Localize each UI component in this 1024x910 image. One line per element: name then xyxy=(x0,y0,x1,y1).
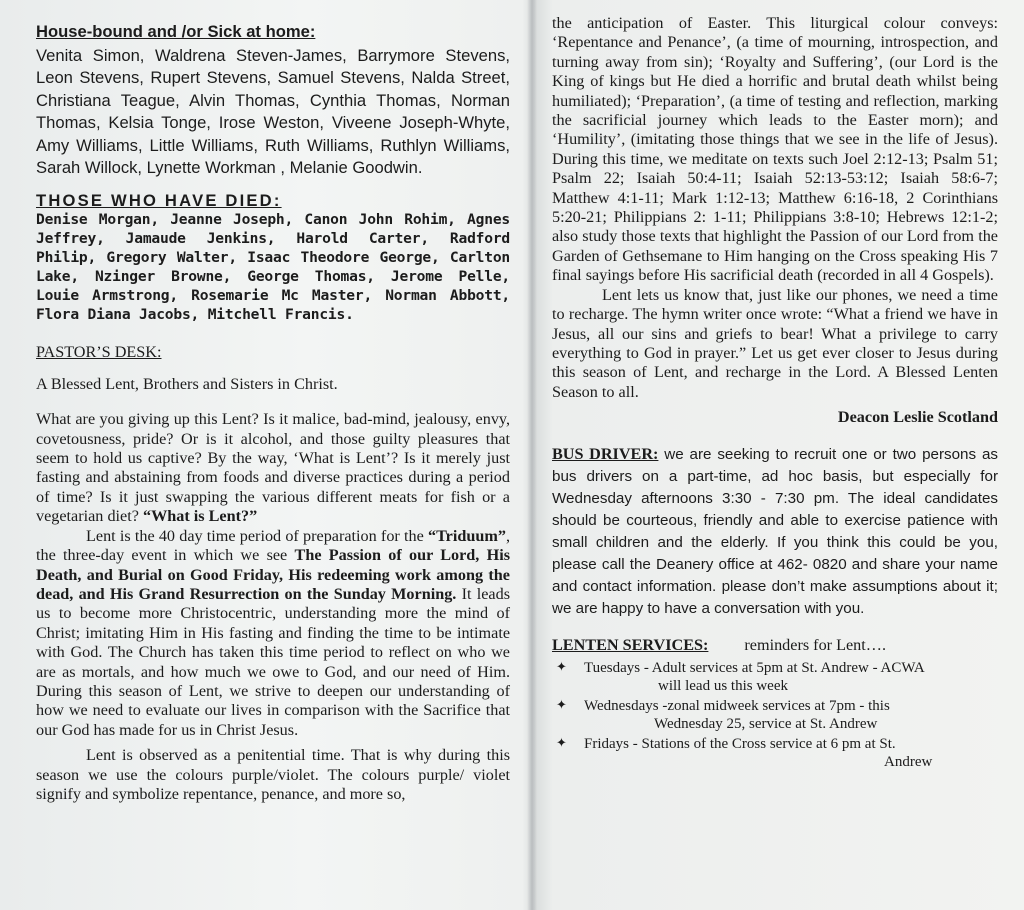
left-page xyxy=(36,22,510,804)
service-line2: will lead us this week xyxy=(658,677,788,694)
star-bullet-icon: ✦ xyxy=(556,735,567,751)
greeting: A Blessed Lent, Brothers and Sisters in Christ. xyxy=(36,374,338,393)
lenten-sub: reminders for Lent…. xyxy=(744,635,886,654)
bus-text: we are seeking to recruit one or two persons as bus drivers on a part-time, ad hoc basis, but especially for Wednesday afternoons 3:30 - 7:30 pm. The ideal candidates should be courteous, friendly and able to exercise patience with small children and the elderly. If you think this could be you, please call the Deanery office at 462- 0820 and share your name and contact information. please don’t make assumptions about it; we are happy to have a conversation with you. xyxy=(552,445,998,617)
star-bullet-icon: ✦ xyxy=(556,659,567,675)
bus-driver-notice xyxy=(552,444,998,620)
p1-bold: “What is Lent?” xyxy=(142,507,258,526)
services-list xyxy=(552,659,998,771)
page-fold xyxy=(527,0,537,910)
service-line1: Fridays - Stations of the Cross service at 6 pm at St. xyxy=(584,735,896,752)
p2-b: , the three-day event in which we see xyxy=(36,526,510,565)
right-page xyxy=(552,14,998,773)
signature: Deacon Leslie Scotland xyxy=(837,408,998,427)
bus-heading: BUS DRIVER: xyxy=(552,444,659,463)
p2-c: It leads us to become more Christocentric, understanding more the mind of Christ; imitating Him in His fasting and finding the time to be intimate with God. The Church has taken this time period to reflect on who we are as mortals, and how much we owe to God, and our need of Him. During this season of Lent, we strive to deepen our understanding of how we need to evaluate our lives in comparison with the Sacrifice that our God has made for us in Christ Jesus. xyxy=(36,584,511,739)
p2-a: Lent is the 40 day time period of preparation for the xyxy=(86,526,424,545)
p2-triduum: “Triduum” xyxy=(427,526,506,545)
died-heading: THOSE WHO HAVE DIED: xyxy=(36,191,282,211)
lenten-heading: LENTEN SERVICES: xyxy=(552,635,709,654)
paragraph-what-is-lent xyxy=(36,410,510,526)
paragraph-triduum xyxy=(36,527,510,740)
service-line1: Wednesdays -zonal midweek services at 7pm - this xyxy=(584,697,890,714)
star-bullet-icon: ✦ xyxy=(556,697,567,713)
service-line1: Tuesdays - Adult services at 5pm at St. Andrew - ACWA xyxy=(584,659,925,676)
p2-bold: The Passion of our Lord, His Death, and Burial on Good Friday, His redeeming work among the dead, and His Grand Resurrection on the Sunday Morning. xyxy=(36,546,511,603)
paragraph-liturgical-colour: the anticipation of Easter. This liturgical colour conveys: ‘Repentance and Penance’, (a time of mourning, introspection, and turning away from sin); ‘Royalty and Suffering’, (our Lord is the King of kings but He died a horrific and brutal death whilst being humiliated); ‘Preparation’, (a time of testing and reflection, marking the sacrificial journey which leads to the Easter morn); and ‘Humility’, (imitating those things that we see in the life of Jesus). During this time, we meditate on texts such Joel 2:12-13; Psalm 51; Psalm 22; Isaiah 50:4-11; Isaiah 52:13-53:12; Isaiah 58:6-7; Matthew 4:1-11; Mark 1:12-13; Matthew 6:16-18, 2 Corinthians 5:20-21; Philippians 2: 1-11; Philippians 3:8-10; Hebrews 12:1-2; also study those texts that highlight the Passion of our Lord from the Garden of Gethsemane to Him hanging on the Cross speaking His 7 final sayings before His sacrificial death (recorded in all 4 Gospels). xyxy=(552,14,998,285)
died-names: Denise Morgan, Jeanne Joseph, Canon John Rohim, Agnes Jeffrey, Jamaude Jenkins, Harold Carter, Radford Philip, Gregory Walter, Isaac Theodore George, Carlton Lake, Nzinger Browne, George Thomas, Jerome Pelle, Louie Armstrong, Rosemarie Mc Master, Norman Abbott, Flora Diana Jacobs, Mitchell Francis. xyxy=(36,211,510,324)
lenten-services-header xyxy=(552,636,998,655)
service-item xyxy=(552,735,998,771)
service-item xyxy=(552,659,998,695)
service-line2: Andrew xyxy=(884,753,933,770)
sick-heading: House-bound and /or Sick at home: xyxy=(36,22,316,41)
service-item xyxy=(552,697,998,733)
sick-names: Venita Simon, Waldrena Steven-James, Barrymore Stevens, Leon Stevens, Rupert Stevens, Samuel Stevens, Nalda Street, Christiana Teague, Alvin Thomas, Cynthia Thomas, Norman Thomas, Kelsia Tonge, Irose Weston, Viveene Joseph-Whyte, Amy Williams, Little Williams, Ruth Williams, Ruthlyn Williams, Sarah Willock, Lynette Workman , Melanie Goodwin. xyxy=(36,46,510,178)
pastor-heading: PASTOR’S DESK: xyxy=(36,343,162,362)
paragraph-penitential: Lent is observed as a penitential time. That is why during this season we use the colours purple/violet. The colours purple/ violet signify and symbolize repentance, penance, and more so, xyxy=(36,746,510,803)
p1-text: What are you giving up this Lent? Is it malice, bad-mind, jealousy, envy, covetousness, pride? Or is it alcohol, and those guilty pleasures that seem to hold us captive? By the way, ‘What is Lent’? Is it merely just fasting and abstaining from foods and diverse practices during a period of time? Is it just swapping the various different meats for fish or a vegetarian diet? xyxy=(36,410,510,526)
service-line2: Wednesday 25, service at St. Andrew xyxy=(654,715,878,732)
paragraph-recharge: Lent lets us know that, just like our phones, we need a time to recharge. The hymn writer once wrote: “What a friend we have in Jesus, all our sins and griefs to bear! What a privilege to carry everything to God in prayer.” Let us get ever closer to Jesus during this season of Lent, and recharge in the Lord. A Blessed Lenten Season to all. xyxy=(552,285,998,401)
